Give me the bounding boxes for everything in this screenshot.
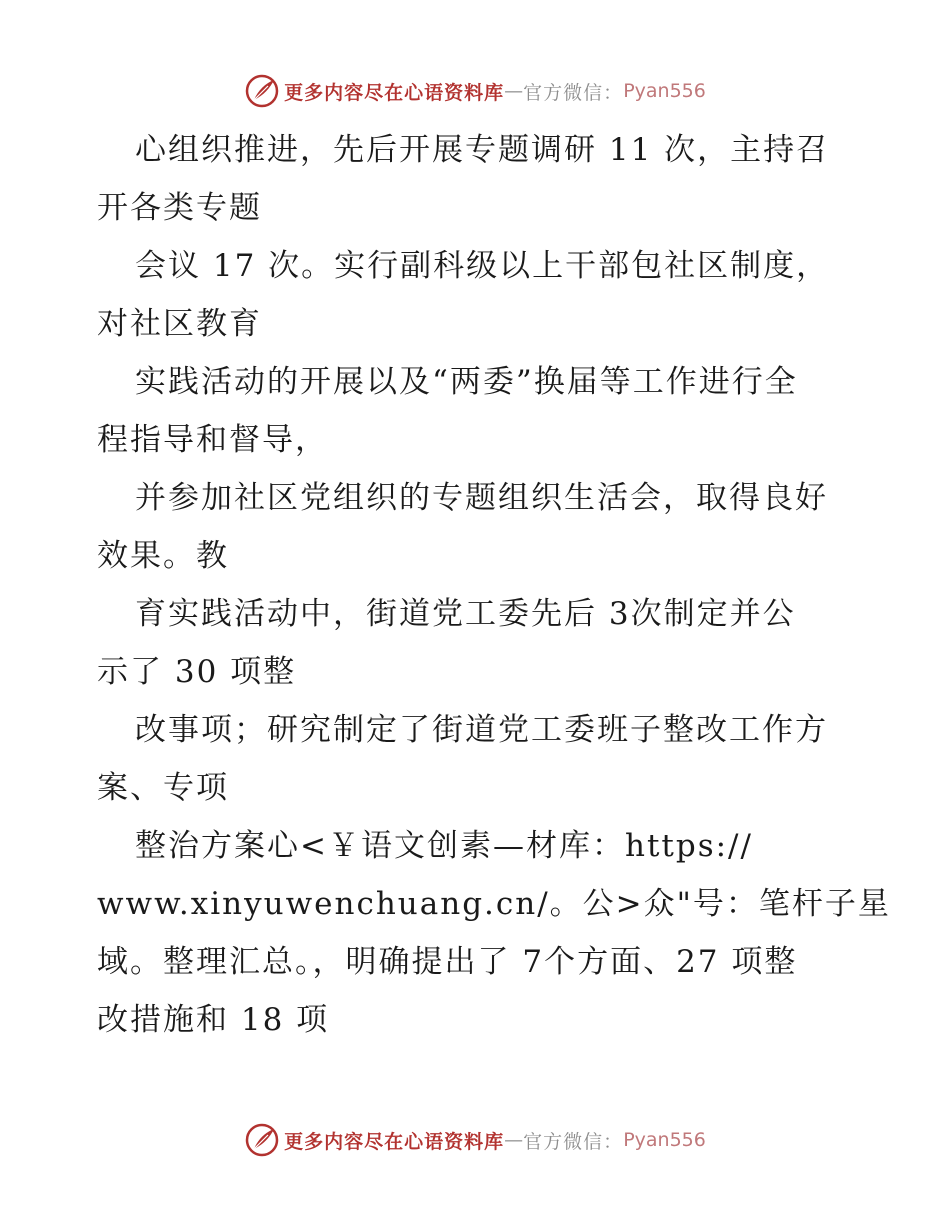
body-line: 改事项；研究制定了街道党工委班子整改工作方 — [135, 712, 828, 748]
banner-wechat-label: 官方微信： — [523, 1130, 624, 1153]
body-line: 程指导和督导， — [97, 422, 328, 458]
body-line: 并参加社区党组织的专题组织生活会，取得良好 — [135, 480, 828, 516]
body-line: 开各类专题 — [97, 190, 262, 226]
document-body — [97, 121, 891, 1049]
banner-wechat-label: 官方微信： — [523, 81, 624, 104]
footer-banner — [0, 1120, 950, 1160]
feather-logo-icon — [244, 73, 280, 109]
body-line: 域。整理汇总。，明确提出了 7个方面、27 项整 — [97, 944, 798, 980]
body-line: 示了 30 项整 — [97, 654, 297, 690]
body-line: 对社区教育 — [97, 306, 262, 342]
feather-logo-icon — [244, 1122, 280, 1158]
body-line: 改措施和 18 项 — [97, 1002, 330, 1038]
body-line: www.xinyuwenchuang.cn/。公>众"号：笔杆子星 — [97, 886, 891, 922]
banner-wechat-id: Pyan556 — [623, 80, 706, 102]
banner-wechat-id: Pyan556 — [623, 1129, 706, 1151]
banner-title: 更多内容尽在心语资料库 — [284, 1130, 505, 1153]
body-line: 案、专项 — [97, 770, 229, 806]
body-line: 整治方案心<￥语文创素—材库：https:// — [135, 828, 753, 864]
banner-title: 更多内容尽在心语资料库 — [284, 81, 505, 104]
banner-dash: — — [504, 1129, 524, 1151]
body-line: 实践活动的开展以及“两委”换届等工作进行全 — [135, 364, 798, 400]
body-line: 心组织推进，先后开展专题调研 11 次，主持召 — [135, 132, 830, 168]
body-line: 会议 17 次。实行副科级以上干部包社区制度， — [135, 248, 830, 284]
body-line: 育实践活动中，街道党工委先后 3次制定并公 — [135, 596, 796, 632]
body-line: 效果。教 — [97, 538, 229, 574]
banner-dash: — — [504, 80, 524, 102]
header-banner — [0, 71, 950, 111]
